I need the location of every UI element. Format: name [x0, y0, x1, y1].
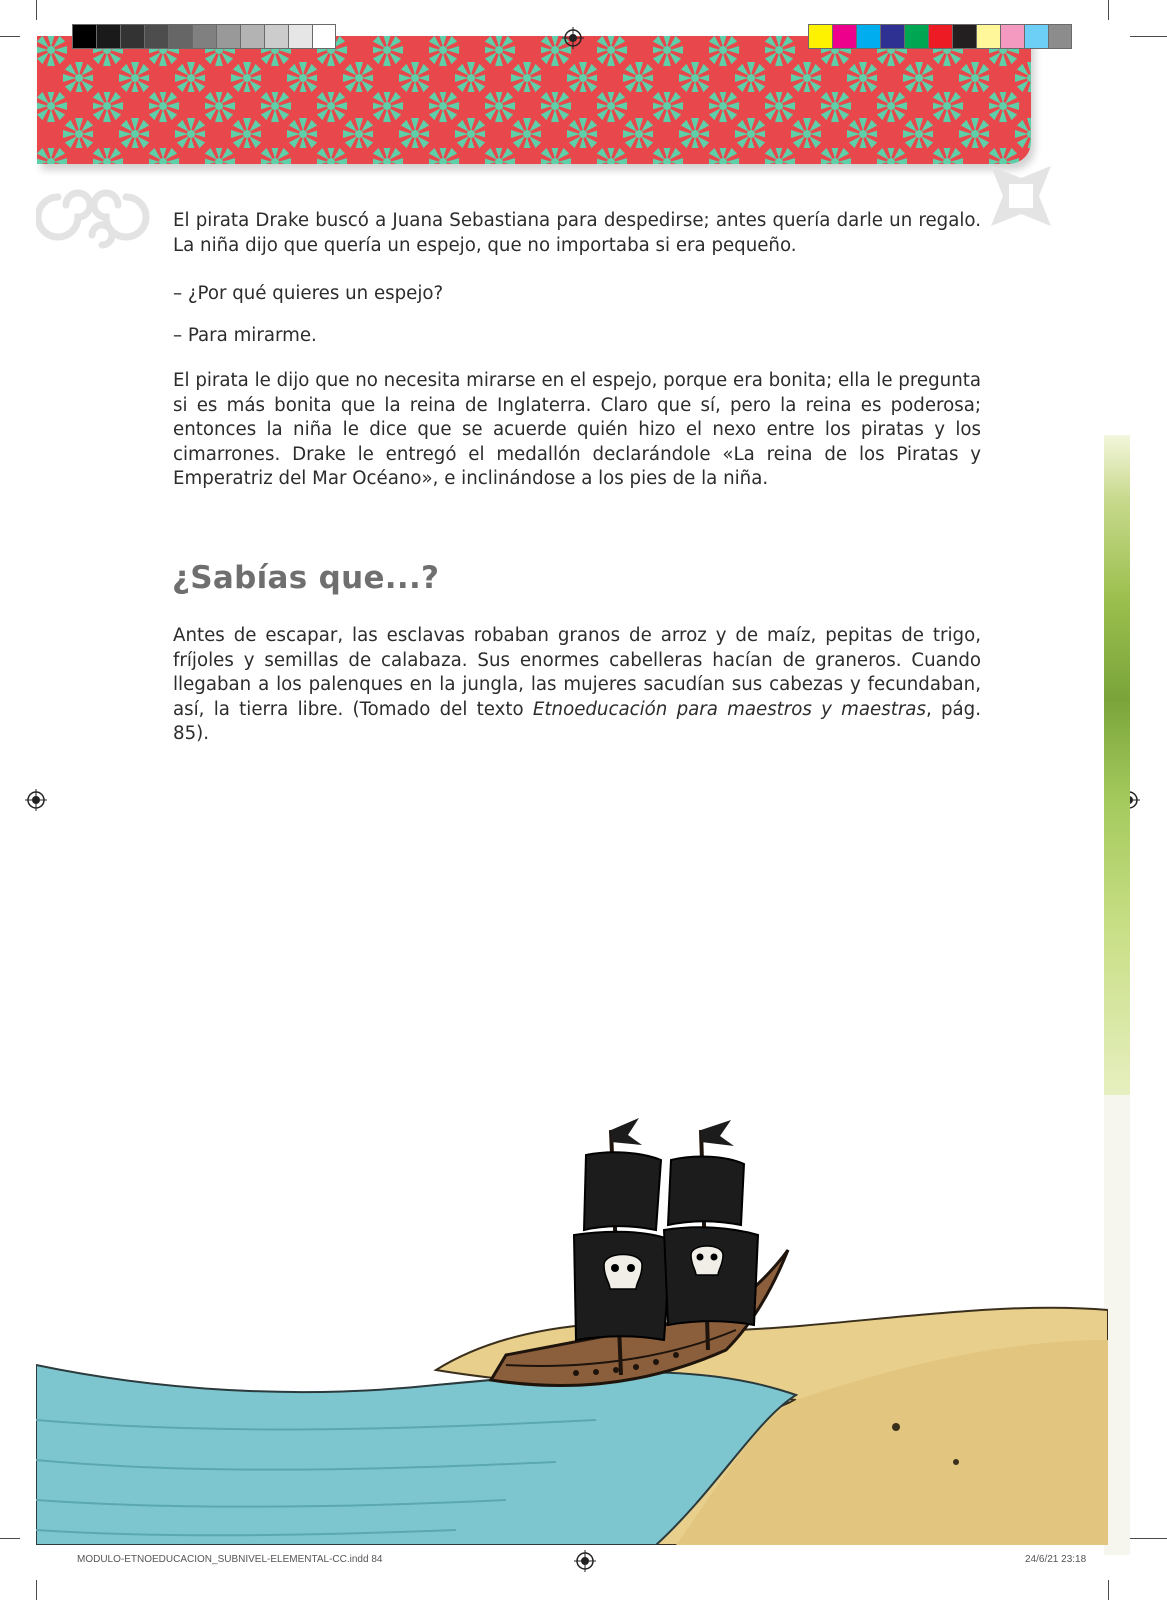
side-illustration-strip	[1104, 435, 1130, 1095]
cmyk-color-bar	[808, 24, 1072, 49]
color-swatch	[1048, 24, 1072, 49]
color-swatch	[952, 24, 976, 49]
paragraph-text	[173, 624, 981, 747]
color-swatch	[264, 24, 288, 49]
color-swatch	[144, 24, 168, 49]
registration-mark-icon	[574, 1550, 596, 1572]
color-swatch	[880, 24, 904, 49]
crop-mark	[1108, 0, 1109, 20]
color-swatch	[216, 24, 240, 49]
dialog-line-answer: – Para mirarme.	[173, 325, 317, 346]
paragraph-story	[173, 369, 981, 492]
header-pattern-band	[37, 36, 1031, 164]
source-title: Etnoeducación para maestros y maestras	[532, 698, 926, 720]
crop-mark	[1130, 1538, 1167, 1539]
crop-mark	[0, 36, 20, 37]
spiral-ornament-icon	[36, 165, 156, 260]
color-swatch	[312, 24, 336, 49]
compass-ornament-icon	[985, 160, 1057, 232]
color-swatch	[976, 24, 1000, 49]
flower-pattern	[37, 36, 1031, 164]
grayscale-bar	[72, 24, 336, 49]
footer-timestamp: 24/6/21 23:18	[1025, 1554, 1087, 1565]
section-title: ¿Sabías que...?	[172, 560, 440, 596]
dialog-line-question: – ¿Por qué quieres un espejo?	[173, 283, 444, 304]
fact-text: Antes de escapar, las esclavas robaban granos de arroz y de maíz, pepitas de trigo, fríjoles y semillas de calabaza. Sus enormes cabelleras hacían de graneros. Cuando llegaban a los palenques en la jungla, las mujeres sacudían sus cabezas y fecundaban, así, la tierra libre. (Tomado del texto	[173, 625, 981, 720]
color-swatch	[240, 24, 264, 49]
color-swatch	[904, 24, 928, 49]
color-swatch	[832, 24, 856, 49]
crop-mark	[0, 1538, 20, 1539]
color-swatch	[72, 24, 96, 49]
color-swatch	[192, 24, 216, 49]
footer-file-name: MODULO-ETNOEDUCACION_SUBNIVEL-ELEMENTAL-CC.indd 84	[77, 1554, 383, 1565]
crop-mark	[1130, 36, 1167, 37]
color-swatch	[120, 24, 144, 49]
color-swatch	[808, 24, 832, 49]
color-swatch	[856, 24, 880, 49]
color-swatch	[96, 24, 120, 49]
crop-mark	[36, 1580, 37, 1600]
fact-citation: , pág. 85).	[173, 698, 981, 744]
color-swatch	[288, 24, 312, 49]
paragraph-text: El pirata le dijo que no necesita mirarse en el espejo, porque era bonita; ella le pregunta si es más bonita que la reina de Inglaterra. Claro que sí, pero la reina es poderosa; entonces la niña le dice que se acuerde quién hizo el nexo entre los piratas y los cimarrones. Drake le entregó el medallón declarándole «La reina de los Piratas y Emperatriz del Mar Océano», e inclinándose a los pies de la niña.	[173, 370, 981, 489]
color-swatch	[928, 24, 952, 49]
crop-mark	[1108, 1580, 1109, 1600]
pirate-ship-illustration	[36, 1090, 1108, 1545]
paragraph-intro	[173, 209, 981, 258]
color-swatch	[168, 24, 192, 49]
paragraph-fact	[173, 624, 981, 747]
crop-mark	[36, 0, 37, 20]
registration-mark-icon	[25, 789, 47, 811]
color-swatch	[1024, 24, 1048, 49]
registration-mark-icon	[562, 27, 584, 49]
color-swatch	[1000, 24, 1024, 49]
paragraph-text: El pirata Drake buscó a Juana Sebastiana para despedirse; antes quería darle un regalo. La niña dijo que quería un espejo, que no importaba si era pequeño.	[173, 210, 981, 256]
